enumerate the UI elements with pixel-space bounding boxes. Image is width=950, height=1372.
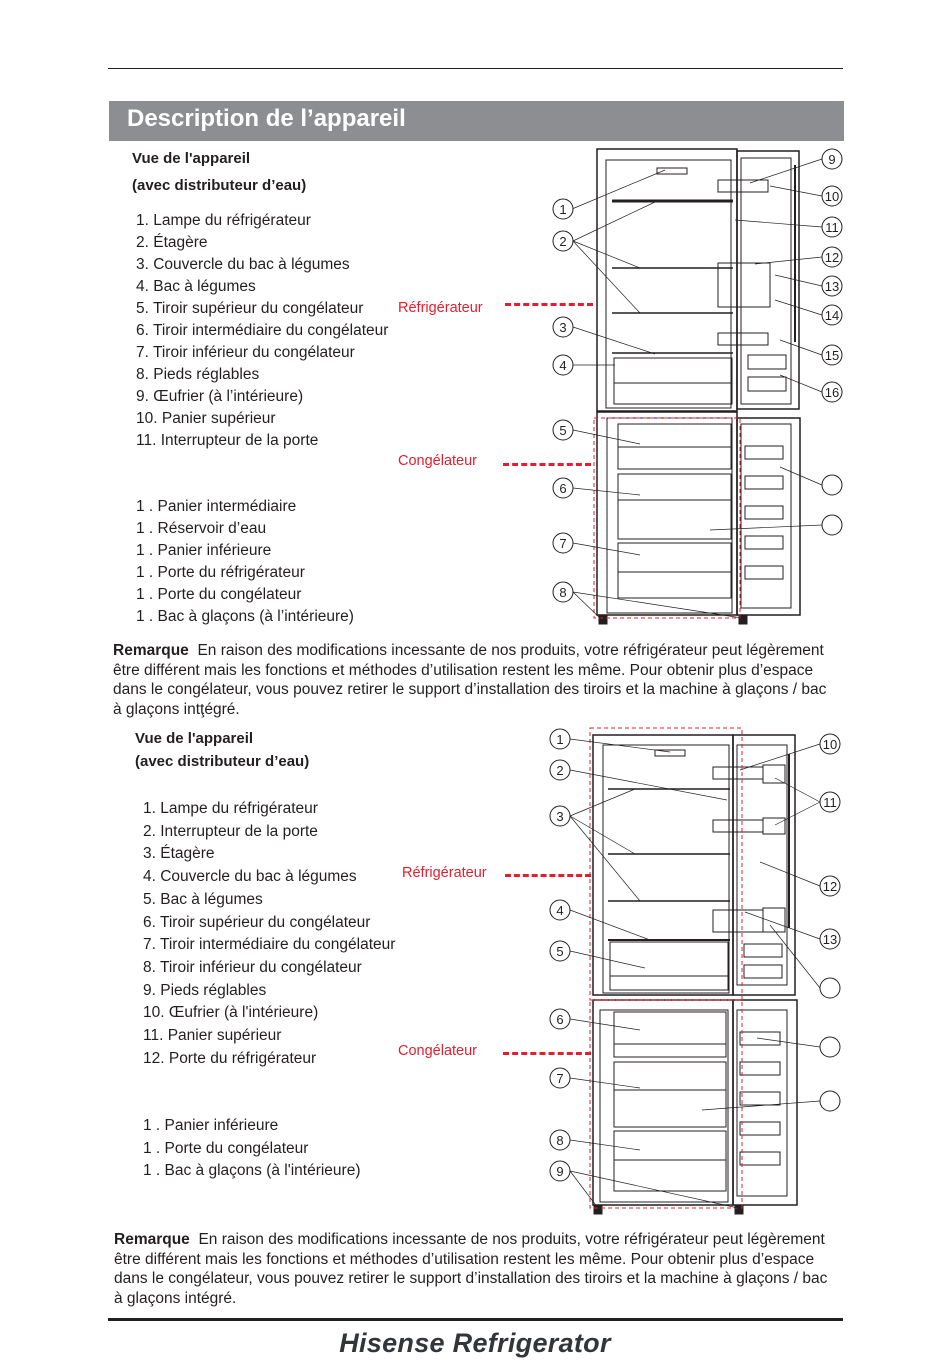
callout-11: 11 bbox=[825, 220, 839, 235]
diagram2-parts-list-continued bbox=[143, 1115, 360, 1183]
diagram2-subtitle-2: (avec distributeur d’eau) bbox=[135, 753, 310, 770]
callout-9: 9 bbox=[556, 1164, 564, 1179]
callout-13: 13 bbox=[824, 279, 840, 294]
list-item: 2. Interrupteur de la porte bbox=[143, 822, 318, 840]
callout-7: 7 bbox=[559, 536, 567, 551]
diagram1-subtitle-1: Vue de l'appareil bbox=[132, 150, 251, 167]
callout-15: 15 bbox=[824, 348, 840, 363]
list-item: 1. Lampe du réfrigérateur bbox=[143, 800, 318, 817]
diagram2-zone-freezer-label: Congélateur bbox=[398, 1043, 477, 1059]
list-item: 9. Œufrier (à l’intérieure) bbox=[136, 388, 304, 405]
list-item: 1 . Porte du réfrigérateur bbox=[136, 564, 305, 581]
list-item: 1 . Réservoir d’eau bbox=[136, 520, 267, 537]
list-item: 2. Étagère bbox=[136, 234, 208, 251]
brand-footer: Hisense Refrigerator bbox=[339, 1328, 611, 1358]
list-item: 8. Tiroir inférieur du congélateur bbox=[143, 958, 362, 976]
list-item: 5. Bac à légumes bbox=[143, 890, 263, 908]
list-item: 1 . Bac à glaçons (à l'intérieure) bbox=[143, 1162, 361, 1180]
callout-10: 10 bbox=[822, 737, 838, 752]
list-item: 9. Pieds réglables bbox=[143, 981, 267, 999]
diagram1-parts-list-continued bbox=[136, 496, 354, 628]
callout-12: 12 bbox=[822, 879, 838, 894]
section-title-bar bbox=[109, 101, 844, 141]
list-item: 11. Panier supérieur bbox=[143, 1027, 282, 1045]
callout-10: 10 bbox=[824, 189, 840, 204]
callout-9: 9 bbox=[828, 152, 836, 167]
list-item: 1 . Panier intermédiaire bbox=[136, 498, 297, 515]
list-item: 7. Tiroir inférieur du congélateur bbox=[136, 344, 355, 361]
callout-4: 4 bbox=[556, 903, 564, 918]
callout-5: 5 bbox=[556, 944, 564, 959]
callout-11: 11 bbox=[823, 795, 837, 810]
callout-2: 2 bbox=[559, 234, 567, 249]
callout-8: 8 bbox=[556, 1133, 564, 1148]
list-item: 4. Bac à légumes bbox=[136, 278, 256, 295]
remark-text: En raison des modifications incessante de nos produits, votre réfrigérateur peut légèrement être différent mais les fonctions et méthodes d’utilisation restent les même. Pour obtenir plus d’espace dans le congélateur, vous pouvez retirer le support d’installation des tiroirs et la machine à glaçons / bac à glaçons intţégré. bbox=[113, 642, 827, 718]
callout-1: 1 bbox=[556, 732, 564, 747]
callout-6: 6 bbox=[559, 481, 567, 496]
callout-4: 4 bbox=[559, 358, 567, 373]
callout-2: 2 bbox=[556, 763, 564, 778]
diagram1-fridge-drawing bbox=[540, 140, 860, 640]
callout-12: 12 bbox=[824, 250, 840, 265]
diagram2-subtitle-1: Vue de l'appareil bbox=[135, 730, 254, 747]
footer-rule bbox=[108, 1318, 843, 1321]
diagram2-parts-list bbox=[143, 798, 395, 1070]
list-item: 6. Tiroir supérieur du congélateur bbox=[143, 913, 371, 931]
callout-13: 13 bbox=[822, 932, 838, 947]
callout-5: 5 bbox=[559, 423, 567, 438]
callout-1: 1 bbox=[559, 202, 567, 217]
list-item: 5. Tiroir supérieur du congélateur bbox=[136, 300, 364, 317]
section-title: Description de l’appareil bbox=[127, 105, 406, 132]
callout-8: 8 bbox=[559, 585, 567, 600]
list-item: 1. Lampe du réfrigérateur bbox=[136, 212, 311, 229]
diagram1-zone-freezer-label: Congélateur bbox=[398, 453, 477, 469]
header-rule bbox=[108, 68, 843, 69]
remark-label: Remarque bbox=[114, 1231, 190, 1248]
callout-3: 3 bbox=[556, 809, 564, 824]
callout-7: 7 bbox=[556, 1071, 564, 1086]
list-item: 1 . Bac à glaçons (à l’intérieure) bbox=[136, 608, 354, 625]
diagram2-remark bbox=[114, 1230, 834, 1308]
list-item: 3. Couvercle du bac à légumes bbox=[136, 256, 350, 273]
list-item: 3. Étagère bbox=[143, 845, 215, 863]
list-item: 4. Couvercle du bac à légumes bbox=[143, 868, 357, 886]
list-item: 8. Pieds réglables bbox=[136, 366, 260, 383]
diagram2-zone-fridge-label: Réfrigérateur bbox=[402, 865, 487, 881]
diagram1-subtitle-2: (avec distributeur d’eau) bbox=[132, 177, 307, 194]
diagram2-fridge-drawing bbox=[540, 720, 860, 1220]
diagram1-zone-fridge-label: Réfrigérateur bbox=[398, 300, 483, 316]
callout-3: 3 bbox=[559, 320, 567, 335]
callout-16: 16 bbox=[824, 385, 840, 400]
list-item: 1 . Panier inférieure bbox=[136, 542, 272, 559]
diagram1-parts-list bbox=[136, 210, 388, 452]
remark-label: Remarque bbox=[113, 642, 189, 659]
list-item: 10. Panier supérieur bbox=[136, 410, 276, 427]
list-item: 1 . Porte du congélateur bbox=[143, 1139, 309, 1157]
list-item: 7. Tiroir intermédiaire du congélateur bbox=[143, 936, 396, 954]
list-item: 1 . Porte du congélateur bbox=[136, 586, 302, 603]
diagram1-remark bbox=[113, 641, 833, 719]
list-item: 10. Œufrier (à l'intérieure) bbox=[143, 1004, 319, 1022]
remark-text: En raison des modifications incessante de nos produits, votre réfrigérateur peut légèrement être différent mais les fonctions et méthodes d’utilisation restent les même. Pour obtenir plus d’espace dans le congélateur, vous pouvez retirer le support d’installation des tiroirs et la machine à glaçons / bac à glaçons intégré. bbox=[114, 1231, 828, 1307]
callout-14: 14 bbox=[824, 308, 840, 323]
list-item: 1 . Panier inférieure bbox=[143, 1117, 279, 1134]
callout-6: 6 bbox=[556, 1012, 564, 1027]
list-item: 12. Porte du réfrigérateur bbox=[143, 1049, 317, 1067]
list-item: 11. Interrupteur de la porte bbox=[136, 432, 319, 449]
list-item: 6. Tiroir intermédiaire du congélateur bbox=[136, 322, 389, 339]
